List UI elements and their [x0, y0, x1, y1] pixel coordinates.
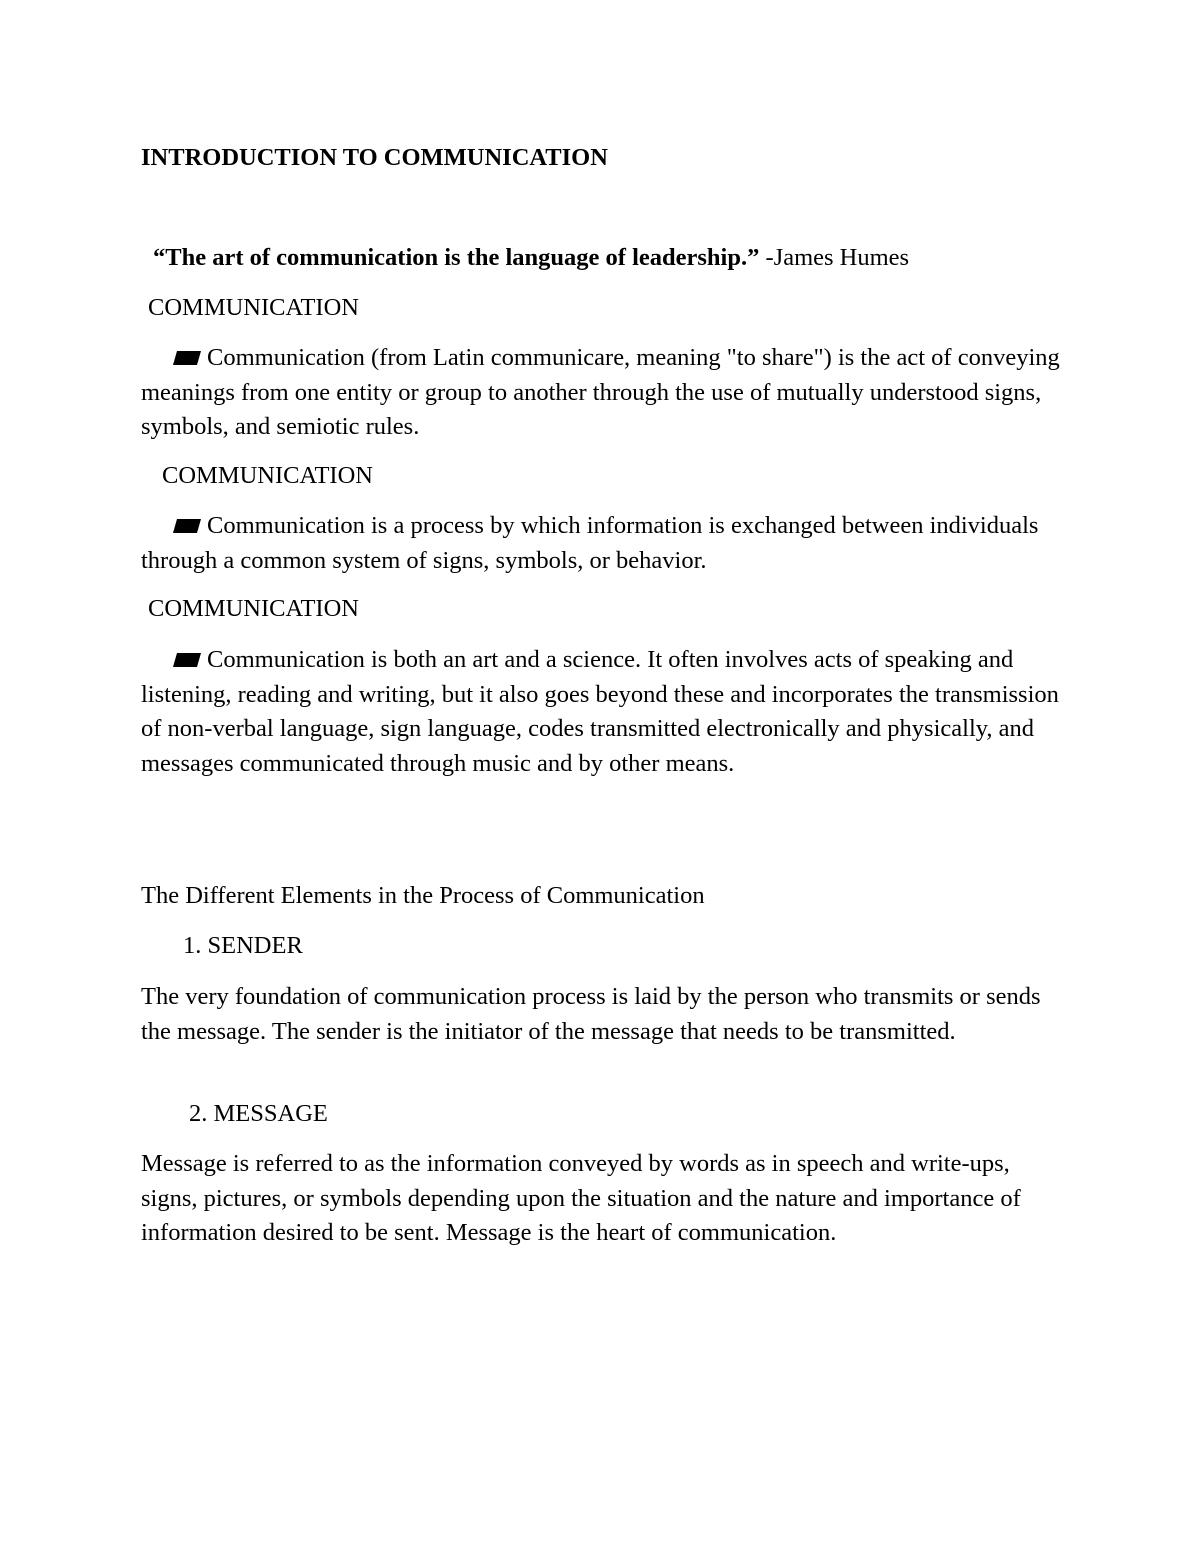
square-bullet-icon	[173, 518, 201, 534]
quote-text: “The art of communication is the language of leadership.”	[153, 244, 760, 271]
square-bullet-icon	[173, 350, 201, 366]
section-text: Communication (from Latin communicare, meaning "to share") is the act of conveying meanings from one entity or group to another through the use of mutually understood signs, symbols, and semiotic rules.	[141, 344, 1060, 440]
page-title: INTRODUCTION TO COMMUNICATION	[141, 144, 608, 171]
element-paragraph-sender: The very foundation of communication process is laid by the person who transmits or sends the message. The sender is the initiator of the message that needs to be transmitted.	[141, 983, 1041, 1045]
section-paragraph	[141, 341, 1066, 445]
element-label-message: 2. MESSAGE	[189, 1100, 328, 1127]
section-heading: COMMUNICATION	[148, 294, 359, 321]
section-paragraph	[141, 643, 1066, 781]
element-label-sender: 1. SENDER	[183, 932, 303, 959]
section-text: Communication is a process by which information is exchanged between individuals through a common system of signs, symbols, or behavior.	[141, 512, 1039, 574]
section-text: Communication is both an art and a science. It often involves acts of speaking and listening, reading and writing, but it also goes beyond these and incorporates the transmission of non-verbal language, sign language, codes transmitted electronically and physically, and messages communicated through music and by other means.	[141, 646, 1059, 777]
square-bullet-icon	[173, 652, 201, 668]
section-heading: COMMUNICATION	[162, 462, 373, 489]
section-heading: COMMUNICATION	[148, 595, 359, 622]
quote-line	[153, 241, 909, 275]
section-paragraph	[141, 509, 1066, 578]
elements-heading: The Different Elements in the Process of Communication	[141, 882, 705, 909]
quote-author: -James Humes	[765, 244, 910, 271]
element-paragraph-message: Message is referred to as the information conveyed by words as in speech and write-ups, signs, pictures, or symbols depending upon the situation and the nature and importance of information desired to be sent. Message is the heart of communication.	[141, 1150, 1021, 1246]
